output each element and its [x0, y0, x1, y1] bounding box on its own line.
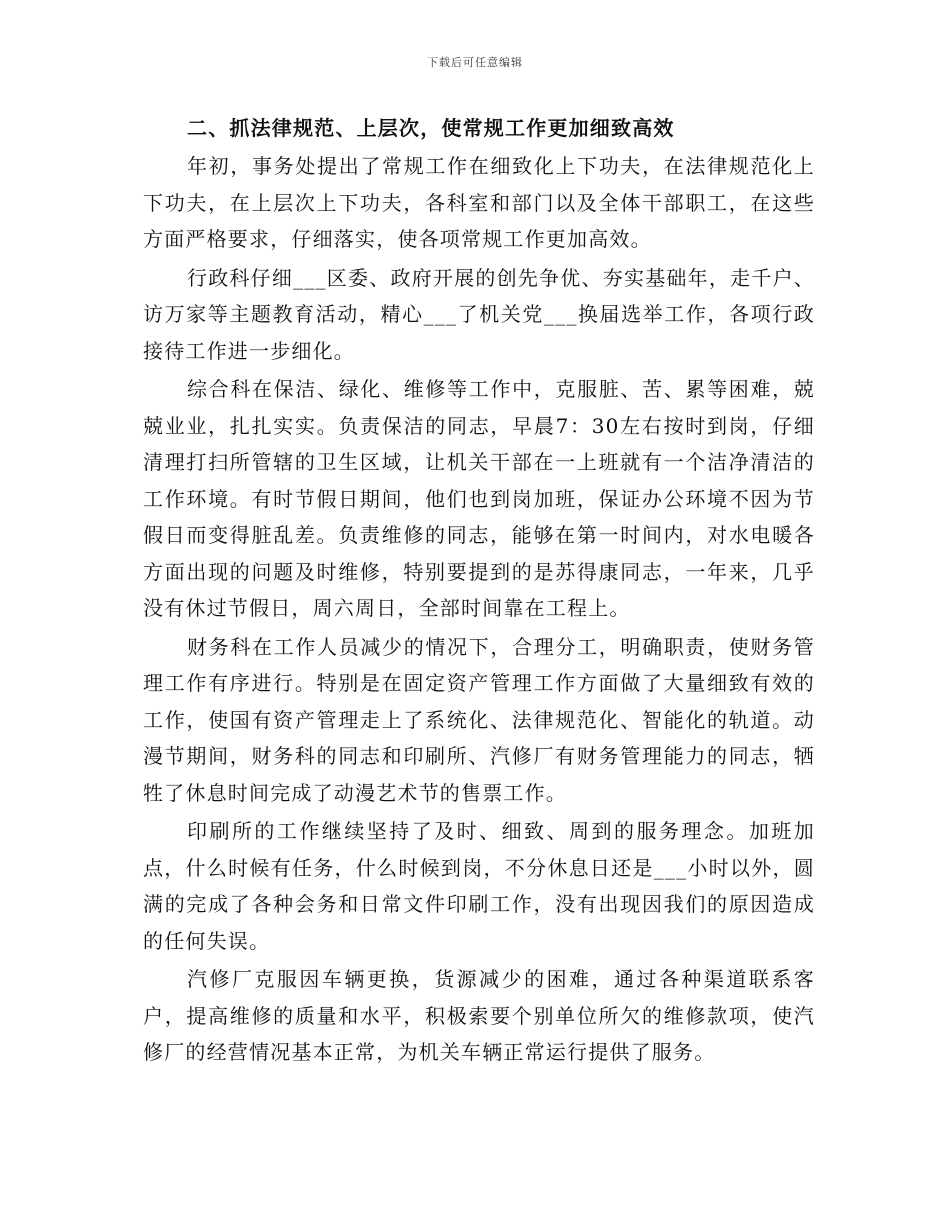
paragraph-finance: 财务科在工作人员减少的情况下，合理分工，明确职责，使财务管理工作有序进行。特别是在固定资产管理工作方面做了大量细致有效的工作，使国有资产管理走上了系统化、法律规范化、智能化的轨道。动漫节期间，财务科的同志和印刷所、汽修厂有财务管理能力的同志，牺牲了休息时间完成了动漫艺术节的售票工作。 [143, 634, 815, 805]
paragraph-general-affairs: 综合科在保洁、绿化、维修等工作中，克服脏、苦、累等困难，兢兢业业，扎扎实实。负责保洁的同志，早晨7：30左右按时到岗，仔细清理打扫所管辖的卫生区域，让机关干部在一上班就有一个洁净清洁的工作环境。有时节假日期间，他们也到岗加班，保证办公环境不因为节假日而变得脏乱差。负责维修的同志，能够在第一时间内，对水电暖各方面出现的问题及时维修，特别要提到的是苏得康同志，一年来，几乎没有休过节假日，周六周日，全部时间靠在工程上。 [143, 377, 815, 620]
document-body [143, 110, 815, 1071]
paragraph-general-work: 年初，事务处提出了常规工作在细致化上下功夫，在法律规范化上下功夫，在上层次上下功夫，各科室和部门以及全体干部职工，在这些方面严格要求，仔细落实，使各项常规工作更加高效。 [143, 154, 815, 251]
page-header: 下载后可任意编辑 [427, 56, 523, 69]
paragraph-auto-repair: 汽修厂克服因车辆更换，货源减少的困难，通过各种渠道联系客户，提高维修的质量和水平，积极索要个别单位所欠的维修款项，使汽修厂的经营情况基本正常，为机关车辆正常运行提供了服务。 [143, 967, 815, 1064]
paragraph-administration: 行政科仔细___区委、政府开展的创先争优、夯实基础年，走千户、访万家等主题教育活动，精心___了机关党___换届选举工作，各项行政接待工作进一步细化。 [143, 265, 815, 363]
paragraph-printing: 印刷所的工作继续坚持了及时、细致、周到的服务理念。加班加点，什么时候有任务，什么时候到岗，不分休息日还是___小时以外，圆满的完成了各种会务和日常文件印刷工作，没有出现因我们的原因造成的任何失误。 [143, 819, 815, 953]
section-heading: 二、抓法律规范、上层次，使常规工作更加细致高效 [187, 116, 675, 140]
